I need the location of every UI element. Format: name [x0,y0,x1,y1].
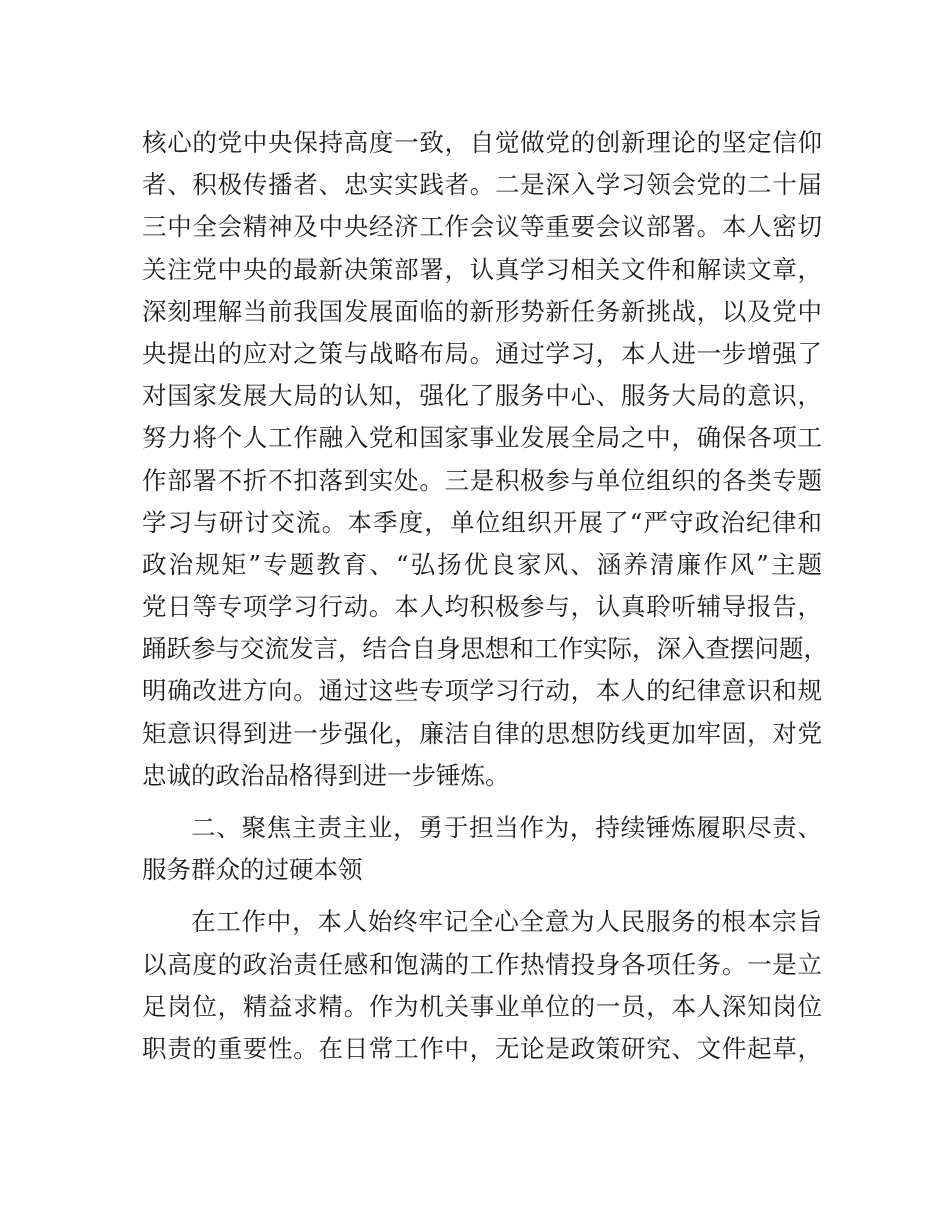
paragraph-1-line: 三中全会精神及中央经济工作会议等重要会议部署。本人密切 [142,212,822,242]
paragraph-1-line: 努力将个人工作融入党和国家事业发展全局之中，确保各项工 [142,423,822,453]
paragraph-1-line: 矩意识得到进一步强化，廉洁自律的思想防线更加牢固，对党 [142,718,822,748]
paragraph-1-line: 对国家发展大局的认知，强化了服务中心、服务大局的意识， [142,381,822,411]
paragraph-2-line: 以高度的政治责任感和饱满的工作热情投身各项任务。一是立 [142,949,822,979]
paragraph-2-line: 在工作中，本人始终牢记全心全意为人民服务的根本宗旨 [191,907,822,937]
paragraph-1-line: 核心的党中央保持高度一致，自觉做党的创新理论的坚定信仰 [142,128,822,157]
paragraph-2 [142,901,822,1070]
paragraph-1-line: 党日等专项学习行动。本人均积极参与，认真聆听辅导报告， [142,592,822,622]
paragraph-2-line: 职责的重要性。在日常工作中，无论是政策研究、文件起草， [142,1033,822,1063]
section-heading-line: 服务群众的过硬本领 [142,855,363,885]
paragraph-1-line: 作部署不折不扣落到实处。三是积极参与单位组织的各类专题 [142,465,822,495]
paragraph-1-line: 深刻理解当前我国发展面临的新形势新任务新挑战，以及党中 [142,296,822,326]
paragraph-spacer [142,797,822,807]
paragraph-1-line: 政治规矩”专题教育、“弘扬优良家风、涵养清廉作风”主题 [142,549,822,579]
paragraph-1-line: 者、积极传播者、忠实实践者。二是深入学习领会党的二十届 [142,170,822,200]
paragraph-1-line: 忠诚的政治品格得到进一步锤炼。 [142,760,510,790]
paragraph-spacer [142,891,822,901]
paragraph-1-line: 明确改进方向。通过这些专项学习行动，本人的纪律意识和规 [142,676,822,706]
document-body [142,122,828,1070]
paragraph-1-line: 学习与研讨交流。本季度，单位组织开展了“严守政治纪律和 [142,507,822,537]
section-heading-2 [142,807,822,891]
paragraph-1 [142,122,828,797]
section-heading-line: 二、聚焦主责主业，勇于担当作为，持续锤炼履职尽责、 [191,813,822,842]
paragraph-1-line: 央提出的应对之策与战略布局。通过学习，本人进一步增强了 [142,338,822,368]
paragraph-2-line: 足岗位，精益求精。作为机关事业单位的一员，本人深知岗位 [142,991,822,1021]
paragraph-1-line: 关注党中央的最新决策部署，认真学习相关文件和解读文章， [142,254,822,284]
paragraph-1-line: 踊跃参与交流发言，结合自身思想和工作实际，深入查摆问题， [142,634,828,664]
